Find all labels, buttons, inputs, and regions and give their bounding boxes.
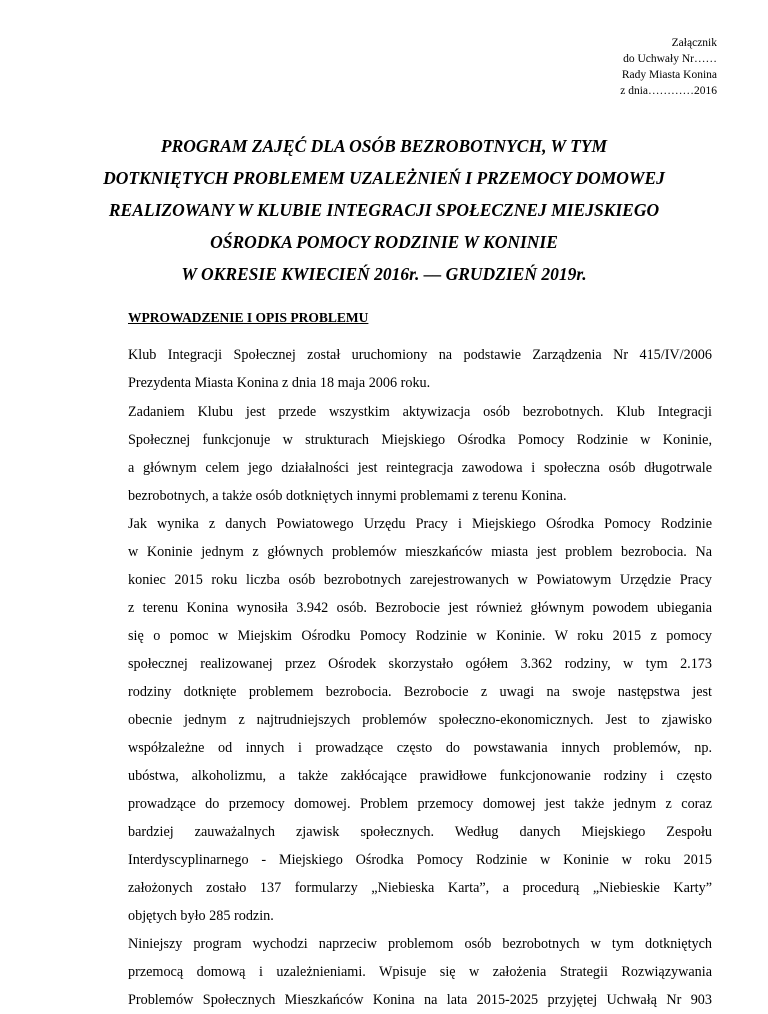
section-heading: WPROWADZENIE I OPIS PROBLEMU bbox=[128, 310, 369, 325]
title-line: W OKRESIE KWIECIEŃ 2016r. –– GRUDZIEŃ 2019r. bbox=[181, 264, 587, 284]
text-line: Niniejszy program wychodzi naprzeciw problemom osób bezrobotnych w tym dotkniętych bbox=[128, 936, 712, 952]
annex-line: Rady Miasta Konina bbox=[621, 69, 717, 81]
text-line: ubóstwa, alkoholizmu, a także zakłócające prawidłowe funkcjonowanie rodziny i często bbox=[128, 768, 712, 784]
title-line: OŚRODKA POMOCY RODZINIE W KONINIE bbox=[210, 232, 558, 252]
text-line: objętych było 285 rodzin. bbox=[128, 908, 274, 924]
annex-line: Załącznik bbox=[671, 37, 717, 49]
text-line: przemocą domową i uzależnieniami. Wpisuje się w założenia Strategii Rozwiązywania bbox=[128, 964, 712, 980]
text-line: Prezydenta Miasta Konina z dnia 18 maja 2006 roku. bbox=[128, 375, 431, 391]
text-line: założonych zostało 137 formularzy „Niebieska Karta”, a procedurą „Niebieskie Karty” bbox=[128, 880, 712, 896]
text-line: bezrobotnych, a także osób dotkniętych innymi problemami z terenu Konina. bbox=[128, 488, 567, 504]
title-line: PROGRAM ZAJĘĆ DLA OSÓB BEZROBOTNYCH, W TYM bbox=[160, 136, 608, 156]
text-line: rodziny dotknięte problemem bezrobocia. Bezrobocie z uwagi na swoje następstwa jest bbox=[128, 684, 712, 700]
paragraph-main bbox=[128, 398, 712, 1014]
text-line: Interdyscyplinarnego - Miejskiego Ośrodka Pomocy Rodzinie w Koninie w roku 2015 bbox=[128, 852, 712, 868]
text-line: Społecznej funkcjonuje w strukturach Miejskiego Ośrodka Pomocy Rodzinie w Koninie, bbox=[128, 432, 712, 448]
text-line: obecnie jednym z najtrudniejszych problemów społeczno-ekonomicznych. Jest to zjawisko bbox=[128, 712, 712, 728]
text-line: z terenu Konina wynosiła 3.942 osób. Bezrobocie jest również głównym powodem ubiegania bbox=[128, 600, 712, 616]
text-line: Zadaniem Klubu jest przede wszystkim aktywizacja osób bezrobotnych. Klub Integracji bbox=[128, 404, 712, 420]
title-line: DOTKNIĘTYCH PROBLEMEM UZALEŻNIEŃ I PRZEMOCY DOMOWEJ bbox=[103, 168, 665, 188]
text-line: prowadzące do przemocy domowej. Problem przemocy domowej jest także jednym z coraz bbox=[128, 796, 712, 812]
text-line: koniec 2015 roku liczba osób bezrobotnych zarejestrowanych w Powiatowym Urzędzie Pracy bbox=[128, 572, 712, 588]
document-title bbox=[70, 130, 698, 290]
text-line: bardziej zauważalnych zjawisk społecznych. Według danych Miejskiego Zespołu bbox=[128, 824, 712, 840]
text-line: a głównym celem jego działalności jest reintegracja zawodowa i społeczna osób długotrwale bbox=[128, 460, 712, 476]
text-line: Jak wynika z danych Powiatowego Urzędu Pracy i Miejskiego Ośrodka Pomocy Rodzinie bbox=[128, 516, 712, 532]
paragraph-intro bbox=[128, 341, 712, 397]
annex-line: z dnia…………2016 bbox=[620, 85, 717, 97]
text-line: Problemów Społecznych Mieszkańców Konina na lata 2015-2025 przyjętej Uchwałą Nr 903 bbox=[128, 992, 712, 1008]
text-line: Klub Integracji Społecznej został uruchomiony na podstawie Zarządzenia Nr 415/IV/2006 bbox=[128, 347, 712, 363]
text-line: współzależne od innych i prowadzące często do powstawania innych problemów, np. bbox=[128, 740, 712, 756]
annex-line: do Uchwały Nr…… bbox=[623, 53, 717, 65]
title-line: REALIZOWANY W KLUBIE INTEGRACJI SPOŁECZNEJ MIEJSKIEGO bbox=[108, 200, 660, 220]
text-line: społecznej realizowanej przez Ośrodek skorzystało ogółem 3.362 rodziny, w tym 2.173 bbox=[128, 656, 712, 672]
text-line: się o pomoc w Miejskim Ośrodku Pomocy Rodzinie w Koninie. W roku 2015 z pomocy bbox=[128, 628, 712, 644]
text-line: w Koninie jednym z głównych problemów mieszkańców miasta jest problem bezrobocia. Na bbox=[128, 544, 712, 560]
annex-note bbox=[620, 35, 717, 99]
